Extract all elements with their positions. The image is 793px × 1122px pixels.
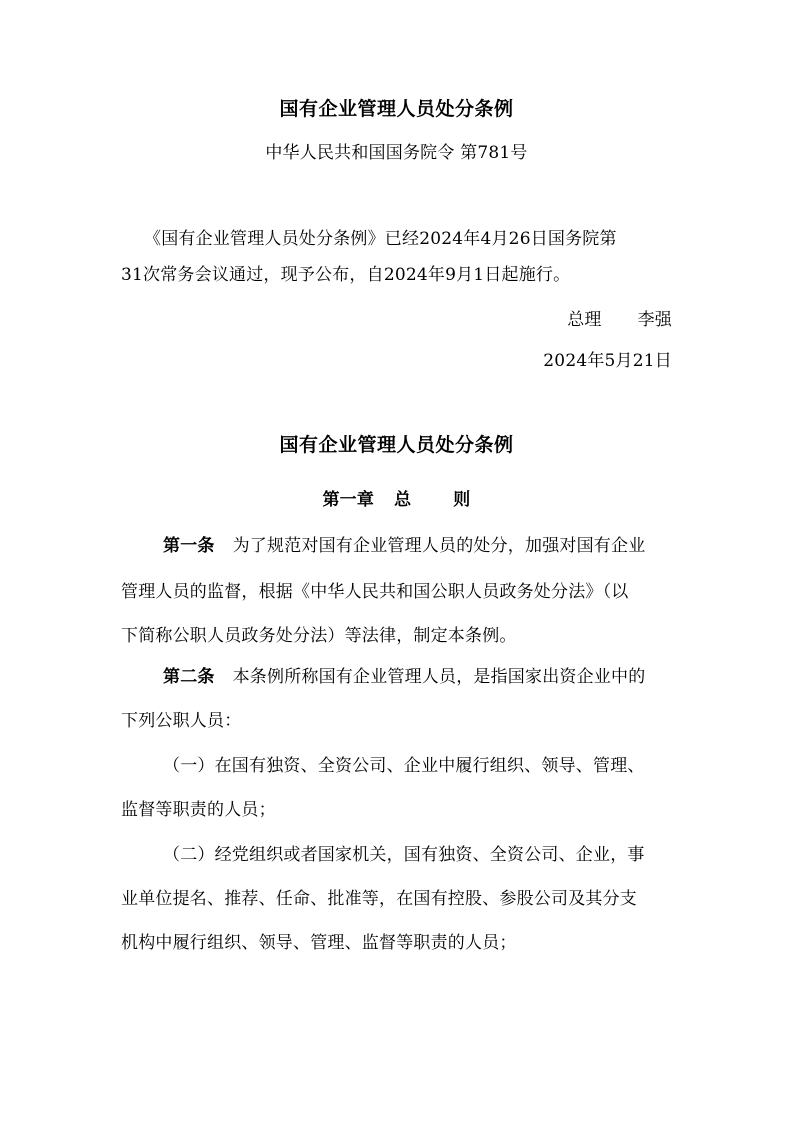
signer-title: 总理 [567, 310, 602, 330]
article-2-item-1-line-2: 监督等职责的人员； [121, 800, 276, 820]
article-1-label: 第一条 [163, 536, 215, 556]
article-2-item-1-line-1: （一）在国有独资、全资公司、企业中履行组织、领导、管理、 [163, 756, 645, 776]
article-1-line-2: 管理人员的监督，根据《中华人民共和国公职人员政务处分法》（以 [121, 582, 629, 602]
article-2-item-2-line-1: （二）经党组织或者国家机关，国有独资、全资公司、企业，事 [163, 845, 645, 865]
chapter-name-char-1: 总 [394, 490, 412, 510]
article-2-label: 第二条 [163, 667, 215, 687]
article-2-item-2-line-2: 业单位提名、推荐、任命、批准等，在国有控股、参股公司及其分支 [121, 889, 637, 909]
decree-body-line-1: 《国有企业管理人员处分条例》已经2024年4月26日国务院第 [144, 229, 617, 249]
decree-body-line-2: 31次常务会议通过，现予公布，自2024年9月1日起施行。 [121, 265, 571, 285]
decree-signature [567, 308, 672, 332]
article-2-text: 本条例所称国有企业管理人员，是指国家出资企业中的 [232, 667, 646, 687]
decree-title: 国有企业管理人员处分条例 [279, 98, 514, 120]
regulation-title: 国有企业管理人员处分条例 [279, 434, 514, 456]
signer-name: 李强 [637, 310, 672, 330]
chapter-heading [0, 488, 793, 512]
decree-subtitle: 中华人民共和国国务院令 第781号 [265, 143, 528, 163]
chapter-name-char-2: 则 [453, 490, 471, 510]
article-2-line-2: 下列公职人员： [121, 711, 242, 731]
chapter-number: 第一章 [322, 490, 375, 510]
article-1-line-1 [163, 534, 645, 558]
decree-date: 2024年5月21日 [543, 351, 672, 371]
article-2-item-2-line-3: 机构中履行组织、领导、管理、监督等职责的人员； [121, 933, 517, 953]
article-2-line-1 [163, 665, 645, 689]
article-1-line-3: 下简称公职人员政务处分法）等法律，制定本条例。 [121, 626, 517, 646]
article-1-text: 为了规范对国有企业管理人员的处分，加强对国有企业 [232, 536, 646, 556]
